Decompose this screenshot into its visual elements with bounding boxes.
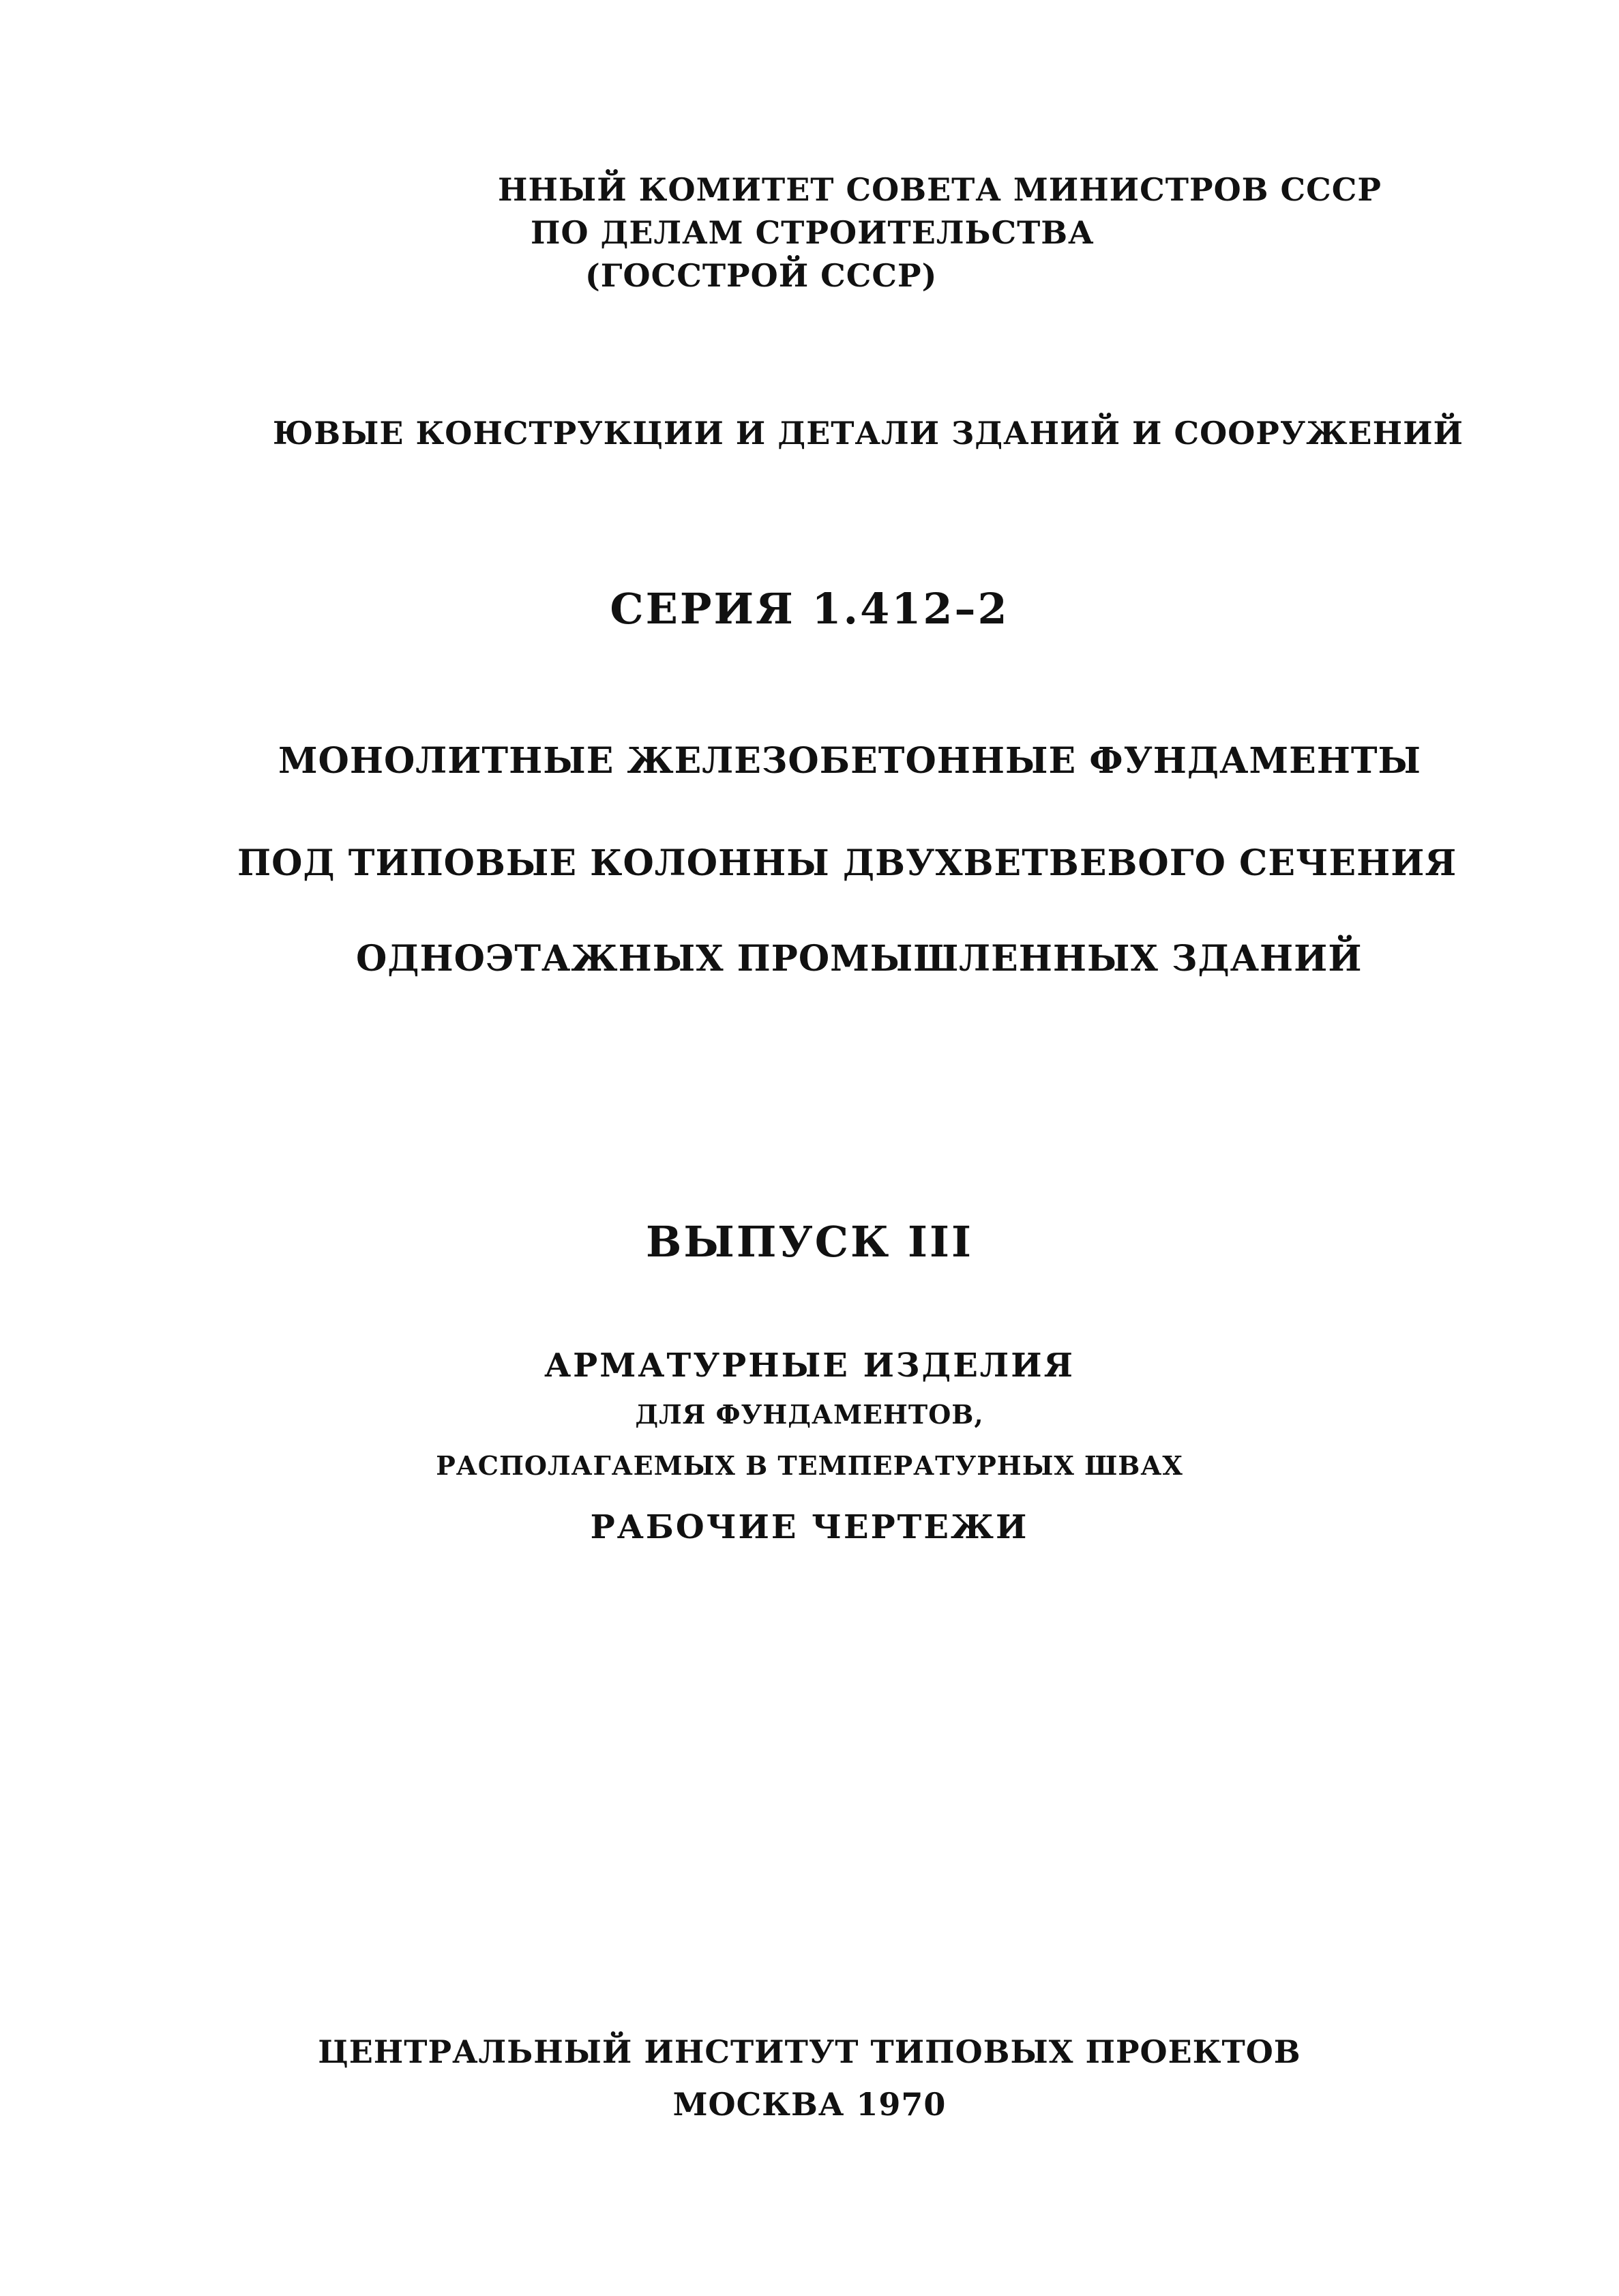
header-department: ПО ДЕЛАМ СТРОИТЕЛЬСТВА xyxy=(531,214,1095,251)
collection-title: ЮВЫЕ КОНСТРУКЦИИ И ДЕТАЛИ ЗДАНИЙ И СООРУЖЕНИЙ xyxy=(273,415,1464,452)
publisher-city-year: МОСКВА 1970 xyxy=(672,2086,947,2123)
header-committee: ННЫЙ КОМИТЕТ СОВЕТА МИНИСТРОВ СССР xyxy=(498,171,1382,208)
subtitle-line-1: АРМАТУРНЫЕ ИЗДЕЛИЯ xyxy=(544,1346,1075,1385)
subtitle-line-4: РАБОЧИЕ ЧЕРТЕЖИ xyxy=(590,1508,1029,1546)
title-line-3: ОДНОЭТАЖНЫХ ПРОМЫШЛЕННЫХ ЗДАНИЙ xyxy=(356,938,1363,980)
title-line-2: ПОД ТИПОВЫЕ КОЛОННЫ ДВУХВЕТВЕВОГО СЕЧЕНИЯ xyxy=(237,842,1457,884)
title-line-1: МОНОЛИТНЫЕ ЖЕЛЕЗОБЕТОННЫЕ ФУНДАМЕНТЫ xyxy=(278,740,1422,782)
header-gosstroy: (ГОССТРОЙ СССР) xyxy=(585,257,938,294)
issue-number: ВЫПУСК III xyxy=(645,1217,974,1267)
subtitle-line-2: ДЛЯ ФУНДАМЕНТОВ, xyxy=(635,1399,984,1430)
series-number: СЕРИЯ 1.412–2 xyxy=(610,584,1009,634)
publisher-name: ЦЕНТРАЛЬНЫЙ ИНСТИТУТ ТИПОВЫХ ПРОЕКТОВ xyxy=(318,2033,1301,2070)
subtitle-line-3: РАСПОЛАГАЕМЫХ В ТЕМПЕРАТУРНЫХ ШВАХ xyxy=(436,1450,1183,1481)
